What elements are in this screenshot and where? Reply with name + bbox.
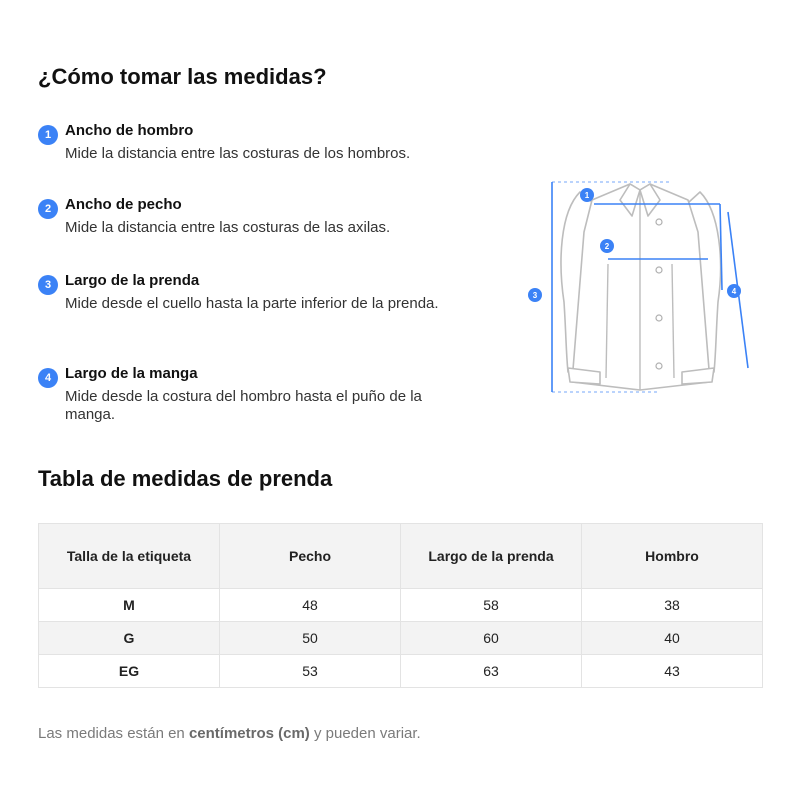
units-note — [38, 725, 421, 742]
column-header-size: Talla de la etiqueta — [39, 524, 220, 589]
length-cell: 63 — [401, 655, 582, 688]
step-title: Ancho de pecho — [65, 196, 182, 213]
step-number-badge: 4 — [38, 368, 58, 388]
step-title: Largo de la prenda — [65, 272, 200, 289]
svg-text:4: 4 — [731, 287, 737, 296]
table-row — [39, 589, 763, 622]
marker-1 — [580, 188, 594, 202]
size-cell: M — [39, 589, 220, 622]
table-title: Tabla de medidas de prenda — [38, 466, 333, 491]
shirt-measurement-diagram — [520, 172, 760, 402]
table-row — [39, 622, 763, 655]
shoulder-cell: 43 — [582, 655, 763, 688]
note-prefix: Las medidas están en — [38, 725, 189, 742]
length-cell: 60 — [401, 622, 582, 655]
step-description: Mide la distancia entre las costuras de las axilas. — [65, 219, 391, 236]
page-title: ¿Cómo tomar las medidas? — [38, 64, 327, 89]
shoulder-cell: 38 — [582, 589, 763, 622]
table-row — [39, 655, 763, 688]
step-title: Ancho de hombro — [65, 122, 194, 139]
shirt-icon — [520, 172, 760, 402]
chest-cell: 50 — [220, 622, 401, 655]
chest-cell: 53 — [220, 655, 401, 688]
svg-text:2: 2 — [604, 242, 610, 251]
step-number-badge: 1 — [38, 125, 58, 145]
step-description: Mide desde el cuello hasta la parte inferior de la prenda. — [65, 295, 439, 312]
size-chart-table — [38, 523, 763, 688]
column-header-shoulder: Hombro — [582, 524, 763, 589]
length-cell: 58 — [401, 589, 582, 622]
marker-3 — [528, 288, 542, 302]
note-suffix: y pueden variar. — [309, 725, 421, 742]
step-description: Mide desde la costura del hombro hasta el puño de la manga. — [65, 388, 422, 423]
marker-4 — [727, 284, 741, 298]
size-cell: G — [39, 622, 220, 655]
step-number-badge: 3 — [38, 275, 58, 295]
size-cell: EG — [39, 655, 220, 688]
step-title: Largo de la manga — [65, 365, 198, 382]
svg-text:3: 3 — [532, 291, 538, 300]
shoulder-cell: 40 — [582, 622, 763, 655]
step-number-badge: 2 — [38, 199, 58, 219]
column-header-chest: Pecho — [220, 524, 401, 589]
svg-text:1: 1 — [584, 191, 590, 200]
marker-2 — [600, 239, 614, 253]
chest-cell: 48 — [220, 589, 401, 622]
table-header-row — [39, 524, 763, 589]
column-header-length: Largo de la prenda — [401, 524, 582, 589]
step-description: Mide la distancia entre las costuras de los hombros. — [65, 145, 411, 162]
note-emphasis: centímetros (cm) — [188, 725, 310, 742]
